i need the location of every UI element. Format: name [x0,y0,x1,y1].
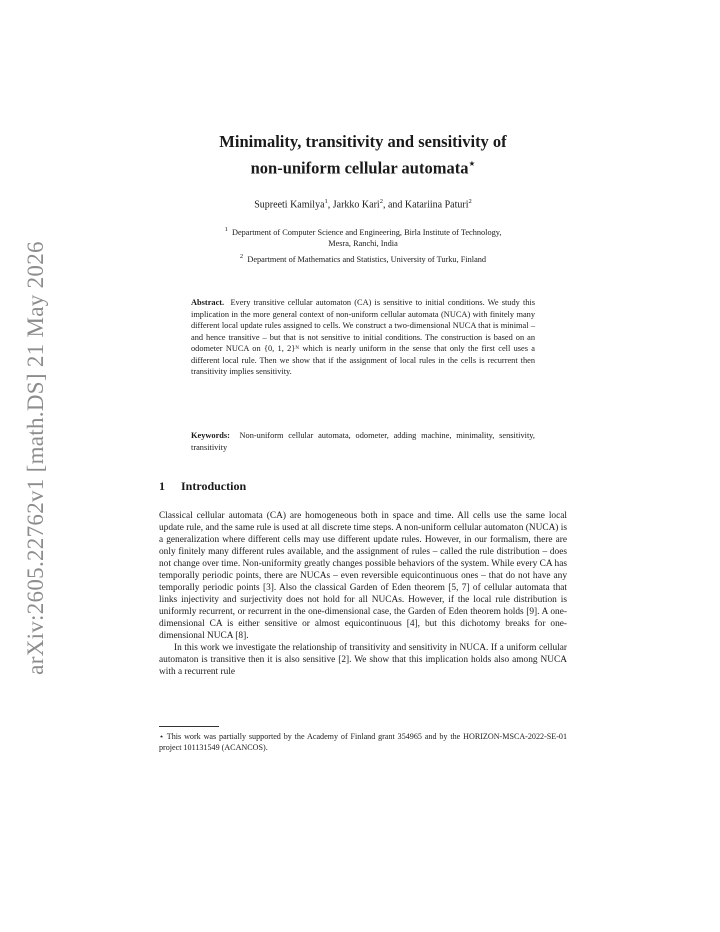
author-2: Jarkko Kari [332,199,380,211]
author-2-affil: 2 [379,198,383,205]
affiliation-number: 2 [239,253,244,260]
author-3: Katariina Paturi [404,199,469,211]
affiliation-2 [159,251,567,265]
affiliation-number: 1 [224,226,228,233]
keywords-label: Keywords: [191,431,230,440]
section-heading [159,479,567,494]
title-line-2: non-uniform cellular automata [250,158,469,178]
paragraph: In this work we investigate the relationship of transitivity and sensitivity in NUCA. If a uniform cellular automaton is transitive then it is also sensitive [2]. We show that this implication holds also among NUCA with a recurrent rule [159,643,567,677]
section-title: Introduction [181,479,247,493]
author-3-affil: 2 [468,198,472,205]
abstract [191,297,535,378]
keywords [191,430,535,453]
keywords-text: Non-uniform cellular automata, odometer, adding machine, minimality, sensitivity, transitivity [191,431,535,452]
paper-title [159,131,567,180]
abstract-label: Abstract. [191,298,225,307]
abstract-text: Every transitive cellular automaton (CA) is sensitive to initial conditions. We study this implication in the more general context of non-uniform cellular automata (NUCA) with finitely many different local update rules assigned to cells. We construct a two-dimensional NUCA that is minimal – and hence transitive – but that is not sensitive to initial conditions. The construction is based on an odometer NUCA on {0, 1, 2}ᴺ which is nearly uniform in the sense that only the first cell uses a different local rule. Then we show that if the assignment of local rules in the cells is recurrent then transitivity implies sensitivity. [191,298,535,376]
arxiv-identifier: arXiv:2605.22762v1 [math.DS] 21 May 2026 [23,241,48,675]
author-separator: , and [382,199,405,211]
affiliation-text: Department of Computer Science and Engineering, Birla Institute of Technology, [231,227,502,237]
author-separator: , [327,199,333,211]
title-footnote-mark: ⋆ [468,158,476,170]
author-1-affil: 1 [324,198,328,205]
body-text [159,510,567,678]
affiliation-text: Department of Mathematics and Statistics, University of Turku, Finland [247,254,487,264]
affiliation-1 [159,224,567,250]
author-1: Supreeti Kamilya [254,199,325,211]
paragraph: Classical cellular automata (CA) are homogeneous both in space and time. All cells use the same local update rule, and the same rule is used at all discrete time steps. A non-uniform cellular automaton (NUCA) is a generalization where different cells may use different update rules. However, in our formalism, there are only finitely many different rules available, and the assignment of rules – called the rule distribution – does not change over time. Non-uniformity greatly changes possible behaviors of the system. While every CA has temporally periodic points, there are NUCAs – even reversible equicontinuous ones – that do not have any temporally periodic points [3]. Also the classical Garden of Eden theorem [5, 7] of cellular automata that links injectivity and surjectivity does not hold for all NUCAs. However, if the local rule distribution is uniformly recurrent, or recurrent in the one-dimensional case, the Garden of Eden theorem holds [9]. A one-dimensional CA is either sensitive or almost equicontinuous [4], but this dichotomy breaks for one-dimensional NUCA [8]. [159,511,567,641]
section-number: 1 [159,479,165,493]
affiliation-text: Mesra, Ranchi, India [328,239,398,249]
footnote: ⋆ This work was partially supported by the Academy of Finland grant 354965 and by the HORIZON-MSCA-2022-SE-01 project 101131549 (ACANCOS). [159,732,567,752]
title-line-1: Minimality, transitivity and sensitivity of [219,132,507,151]
footnote-rule [159,726,219,727]
author-list [159,198,567,210]
